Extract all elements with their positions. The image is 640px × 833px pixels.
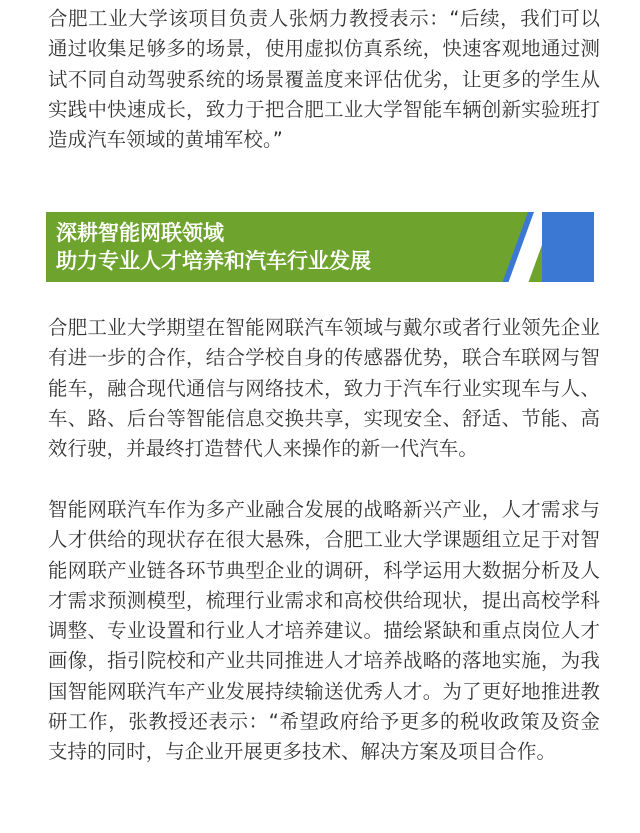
section-title [56, 219, 371, 275]
article-paragraph-2: 合肥工业大学期望在智能网联汽车领域与戴尔或者行业领先企业有进一步的合作，结合学校自身的传感器优势，联合车联网与智能车，融合现代通信与网络技术，致力于汽车行业实现车与人、车、路、后台等智能信息交换共享，实现安全、舒适、节能、高效行驶，并最终打造替代人来操作的新一代汽车。 [48, 316, 600, 461]
article-paragraph-3: 智能网联汽车作为多产业融合发展的战略新兴产业，人才需求与人才供给的现状存在很大悬殊，合肥工业大学课题组立足于对智能网联产业链各环节典型企业的调研，科学运用大数据分析及人才需求预测模型，梳理行业需求和高校供给现状，提出高校学科调整、专业设置和行业人才培养建议。描绘紧缺和重点岗位人才画像，指引院校和产业共同推进人才培养战略的落地实施，为我国智能网联汽车产业发展持续输送优秀人才。为了更好地推进教研工作，张教授还表示：“希望政府给予更多的税收政策及资金支持的同时，与企业开展更多技术、解决方案及项目合作。 [48, 498, 600, 764]
banner-accent-block [542, 212, 594, 282]
article-paragraph-1: 合肥工业大学该项目负责人张炳力教授表示：“后续，我们可以通过收集足够多的场景，使用虚拟仿真系统，快速客观地通过测试不同自动驾驶系统的场景覆盖度来评估优劣，让更多的学生从实践中快速成长，致力于把合肥工业大学智能车辆创新实验班打造成汽车领域的黄埔军校。” [48, 7, 600, 152]
section-title-line-1: 深耕智能网联领域 [56, 221, 224, 245]
section-header-banner [46, 212, 594, 282]
section-title-line-2: 助力专业人才培养和汽车行业发展 [56, 249, 371, 273]
